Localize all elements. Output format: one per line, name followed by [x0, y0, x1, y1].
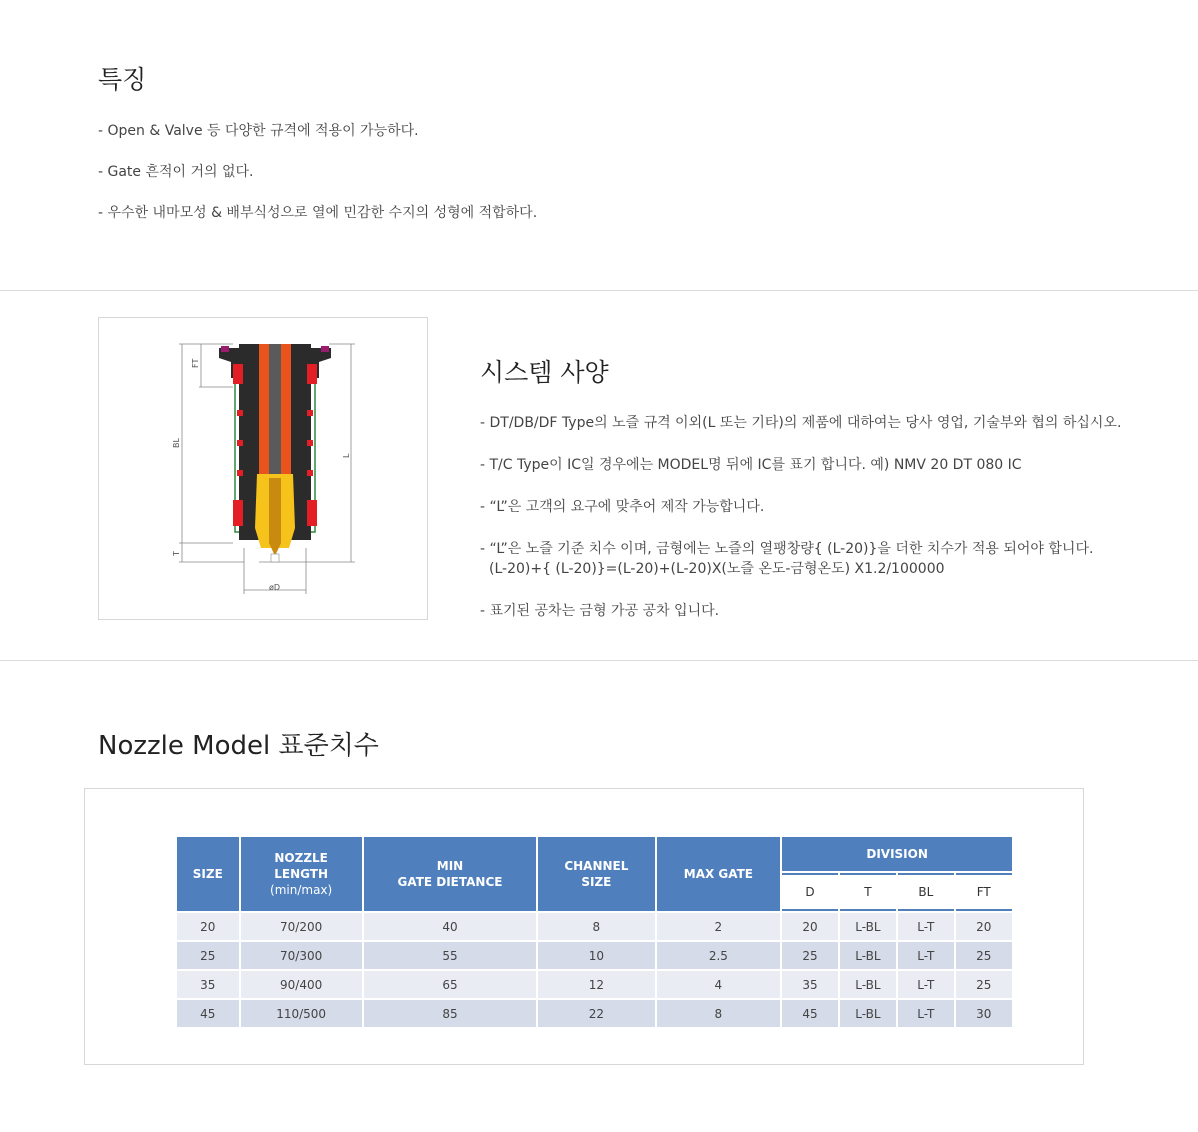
- nozzle-cross-section-diagram: [99, 318, 427, 619]
- cell: 8: [538, 913, 654, 940]
- spec-item-text: - 표기된 공차는 금형 가공 공차 입니다.: [480, 603, 720, 619]
- cell: L-BL: [840, 942, 896, 969]
- cell: 65: [364, 971, 537, 998]
- model-spec-table: [175, 835, 1014, 1029]
- cell: 2: [657, 913, 781, 940]
- cell: 22: [538, 1000, 654, 1027]
- header-size: SIZE: [177, 837, 239, 911]
- section-divider: [0, 660, 1198, 661]
- header-max-gate: MAX GATE: [657, 837, 781, 911]
- l-label: L: [342, 453, 351, 458]
- section-divider: [0, 290, 1198, 291]
- header-text: MIN: [436, 859, 464, 873]
- cell: 8: [657, 1000, 781, 1027]
- cell: 35: [177, 971, 239, 998]
- cell: 90/400: [241, 971, 362, 998]
- spec-item: [480, 539, 1121, 579]
- bl-label: BL: [172, 438, 181, 448]
- spec-item: [480, 455, 1121, 475]
- header-text: LENGTH: [274, 867, 329, 881]
- cell: L-T: [898, 1000, 953, 1027]
- cell: 20: [177, 913, 239, 940]
- spec-item-formula: (L-20)+{ (L-20)}=(L-20)+(L-20)X(노즐 온도-금형온도) X1.2/100000: [489, 561, 945, 577]
- spec-title: 시스템 사양: [480, 358, 609, 387]
- cell: 25: [177, 942, 239, 969]
- cell: L-BL: [840, 1000, 896, 1027]
- cell: L-T: [898, 913, 953, 940]
- header-text: CHANNEL: [564, 859, 629, 873]
- model-title: Nozzle Model 표준치수: [98, 731, 379, 761]
- header-min-gate: [364, 837, 537, 911]
- spec-item-text: - DT/DB/DF Type의 노즐 규격 이외(L 또는 기타)의 제품에 대하여는 당사 영업, 기술부와 협의 하십시오.: [480, 415, 1122, 431]
- cell: 25: [782, 942, 837, 969]
- spec-item-text: - T/C Type이 IC일 경우에는 MODEL명 뒤에 IC를 표기 합니다. 예) NMV 20 DT 080 IC: [480, 457, 1022, 473]
- cell: 20: [782, 913, 837, 940]
- header-channel-size: [538, 837, 654, 911]
- cell: 4: [657, 971, 781, 998]
- spec-item: [480, 413, 1121, 433]
- cell: 10: [538, 942, 654, 969]
- table-row: [177, 971, 1012, 998]
- header-nozzle-length: [241, 837, 362, 911]
- header-text: NOZZLE: [274, 851, 328, 865]
- cell: L-BL: [840, 913, 896, 940]
- header-division-t: T: [840, 873, 896, 911]
- cell: 25: [956, 942, 1012, 969]
- header-text: (min/max): [270, 883, 333, 897]
- spec-item-text: - “L”은 고객의 요구에 맞추어 제작 가능합니다.: [480, 499, 765, 515]
- spec-item: [480, 497, 1121, 517]
- cell: 40: [364, 913, 537, 940]
- cell: 12: [538, 971, 654, 998]
- cell: 70/200: [241, 913, 362, 940]
- header-division-ft: FT: [956, 873, 1012, 911]
- model-table-panel: [84, 788, 1084, 1065]
- header-division-d: D: [782, 873, 837, 911]
- feature-item: - Gate 흔적이 거의 없다.: [98, 164, 254, 180]
- cell: L-T: [898, 942, 953, 969]
- table-row: [177, 942, 1012, 969]
- feature-item: - Open & Valve 등 다양한 규격에 적용이 가능하다.: [98, 123, 419, 139]
- cell: 85: [364, 1000, 537, 1027]
- t-label: T: [172, 551, 181, 556]
- cell: L-T: [898, 971, 953, 998]
- ft-label: FT: [191, 358, 200, 368]
- cell: 35: [782, 971, 837, 998]
- cell: 20: [956, 913, 1012, 940]
- spec-list: [480, 413, 1121, 643]
- nozzle-drawing: [98, 317, 428, 620]
- cell: 45: [782, 1000, 837, 1027]
- cell: L-BL: [840, 971, 896, 998]
- spec-item: [480, 601, 1121, 621]
- diameter-label: øD: [269, 583, 281, 592]
- cell: 45: [177, 1000, 239, 1027]
- header-division: DIVISION: [782, 837, 1012, 871]
- header-division-bl: BL: [898, 873, 953, 911]
- cell: 70/300: [241, 942, 362, 969]
- cell: 2.5: [657, 942, 781, 969]
- cell: 25: [956, 971, 1012, 998]
- cell: 30: [956, 1000, 1012, 1027]
- features-list: [98, 122, 537, 245]
- cell: 110/500: [241, 1000, 362, 1027]
- table-row: [177, 913, 1012, 940]
- features-title: 특징: [98, 65, 147, 94]
- spec-item-text: - “L”은 노즐 기준 치수 이며, 금형에는 노즐의 열팽창량{ (L-20)}을 더한 치수가 적용 되어야 합니다.: [480, 541, 1094, 557]
- feature-item: - 우수한 내마모성 & 배부식성으로 열에 민감한 수지의 성형에 적합하다.: [98, 205, 538, 221]
- header-text: GATE DIETANCE: [397, 875, 503, 889]
- cell: 55: [364, 942, 537, 969]
- table-row: [177, 1000, 1012, 1027]
- header-text: SIZE: [581, 875, 612, 889]
